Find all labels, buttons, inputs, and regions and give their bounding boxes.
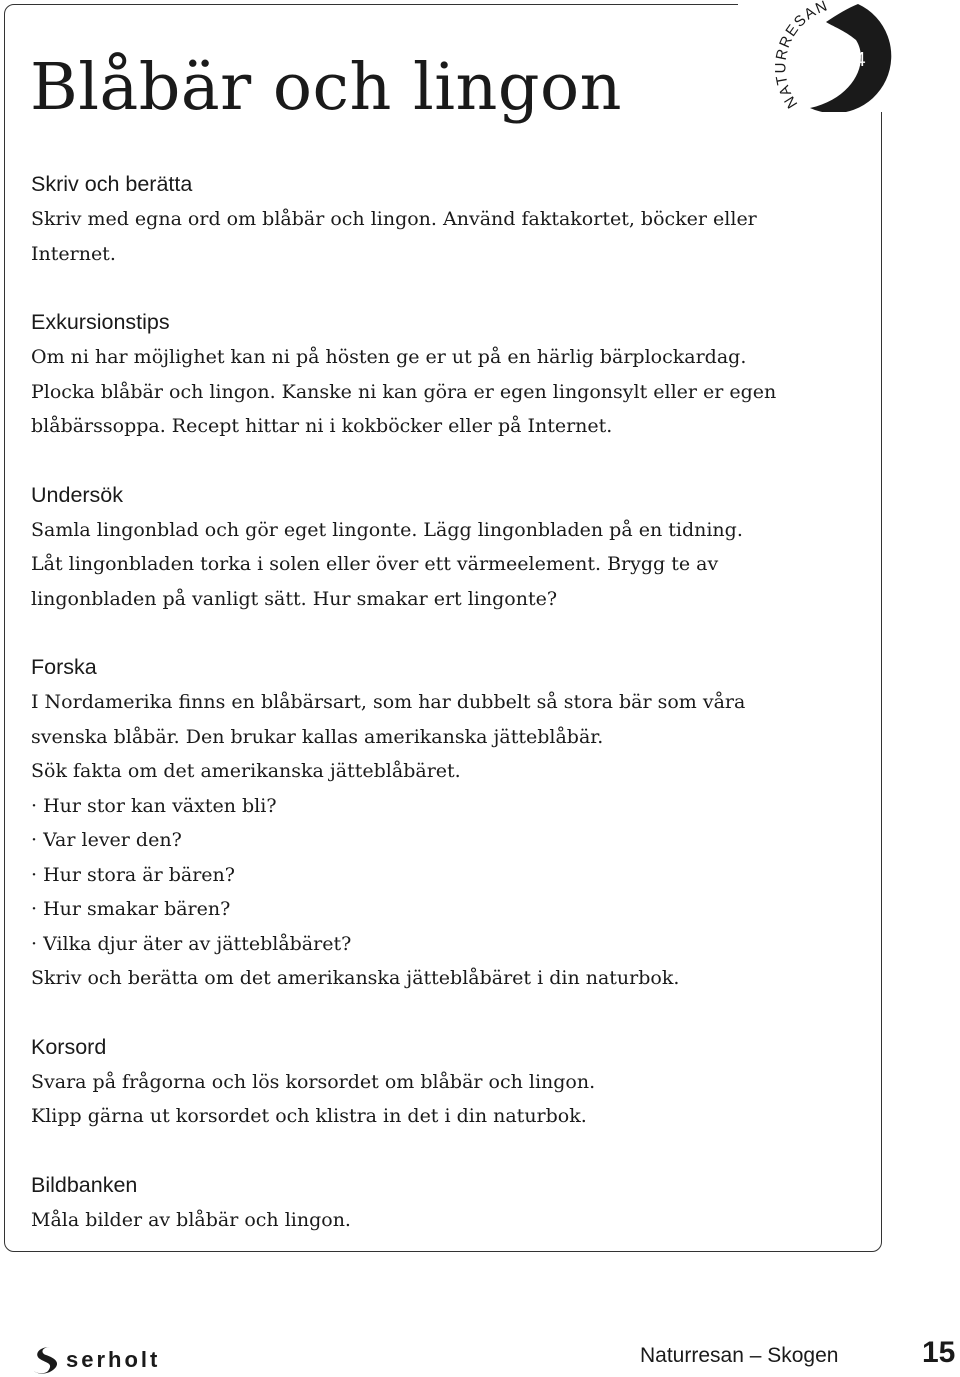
section-text-line: Om ni har möjlighet kan ni på hösten ge er ut på en härlig bärplockardag. xyxy=(31,346,747,368)
section-heading: Skriv och berätta xyxy=(31,172,193,196)
section-text-line: Samla lingonblad och gör eget lingonte. Lägg lingonbladen på en tidning. xyxy=(31,518,743,541)
section-text-line: Skriv och berätta om det amerikanska jätteblåbäret i din naturbok. xyxy=(31,967,680,989)
serholt-logo-icon xyxy=(32,1345,60,1375)
section xyxy=(31,167,861,271)
section-heading: Forska xyxy=(31,655,97,679)
publisher-logo xyxy=(32,1343,160,1377)
section-text-line: lingonbladen på vanligt sätt. Hur smakar ert lingonte? xyxy=(31,587,558,610)
section-text-line: Sök fakta om det amerikanska jätteblåbäret. xyxy=(31,760,461,782)
section xyxy=(31,1030,861,1134)
page-number: 15 xyxy=(922,1336,956,1369)
section-text-line: svenska blåbär. Den brukar kallas amerikanska jätteblåbär. xyxy=(31,725,604,748)
book-title: Naturresan – Skogen xyxy=(640,1344,839,1367)
section-text-line: · Hur smakar bären? xyxy=(31,898,231,920)
section-text-line: · Hur stora är bären? xyxy=(31,863,235,886)
section xyxy=(31,1168,861,1238)
section-heading: Korsord xyxy=(31,1034,107,1059)
section-text-line: I Nordamerika finns en blåbärsart, som har dubbelt så stora bär som våra xyxy=(31,691,746,713)
section-text-line: Skriv med egna ord om blåbär och lingon. Använd faktakortet, böcker eller xyxy=(31,208,757,230)
page-title: Blåbär och lingon xyxy=(30,50,623,125)
section xyxy=(31,478,861,617)
section-text-line: Klipp gärna ut korsordet och klistra in det i din naturbok. xyxy=(31,1105,587,1127)
section-text-line: Plocka blåbär och lingon. Kanske ni kan göra er egen lingonsylt eller er egen xyxy=(31,380,777,403)
section-text-line: Låt lingonbladen torka i solen eller över ett värmeelement. Brygg te av xyxy=(31,553,719,575)
section-text-line: blåbärssoppa. Recept hittar ni i kokböcker eller på Internet. xyxy=(31,415,613,437)
section xyxy=(31,650,861,996)
task-list xyxy=(31,167,861,1271)
publisher-name: serholt xyxy=(66,1347,161,1372)
section-text-line: Måla bilder av blåbär och lingon. xyxy=(31,1208,351,1231)
badge-number: 4 xyxy=(854,49,866,71)
section-heading: Bildbanken xyxy=(31,1172,138,1197)
badge-series-text: NATURRESAN xyxy=(772,0,831,112)
section-heading: Exkursionstips xyxy=(31,310,170,334)
crescent-moon-icon xyxy=(810,4,891,112)
section-text-line: Internet. xyxy=(31,242,116,265)
section-heading: Undersök xyxy=(31,482,124,507)
section-text-line: · Var lever den? xyxy=(31,829,182,851)
section-text-line: · Hur stor kan växten bli? xyxy=(31,794,277,817)
section-text-line: Svara på frågorna och lös korsordet om blåbär och lingon. xyxy=(31,1070,596,1093)
section-text-line: · Vilka djur äter av jätteblåbäret? xyxy=(31,932,352,955)
section xyxy=(31,305,861,444)
naturresan-badge xyxy=(752,0,892,112)
